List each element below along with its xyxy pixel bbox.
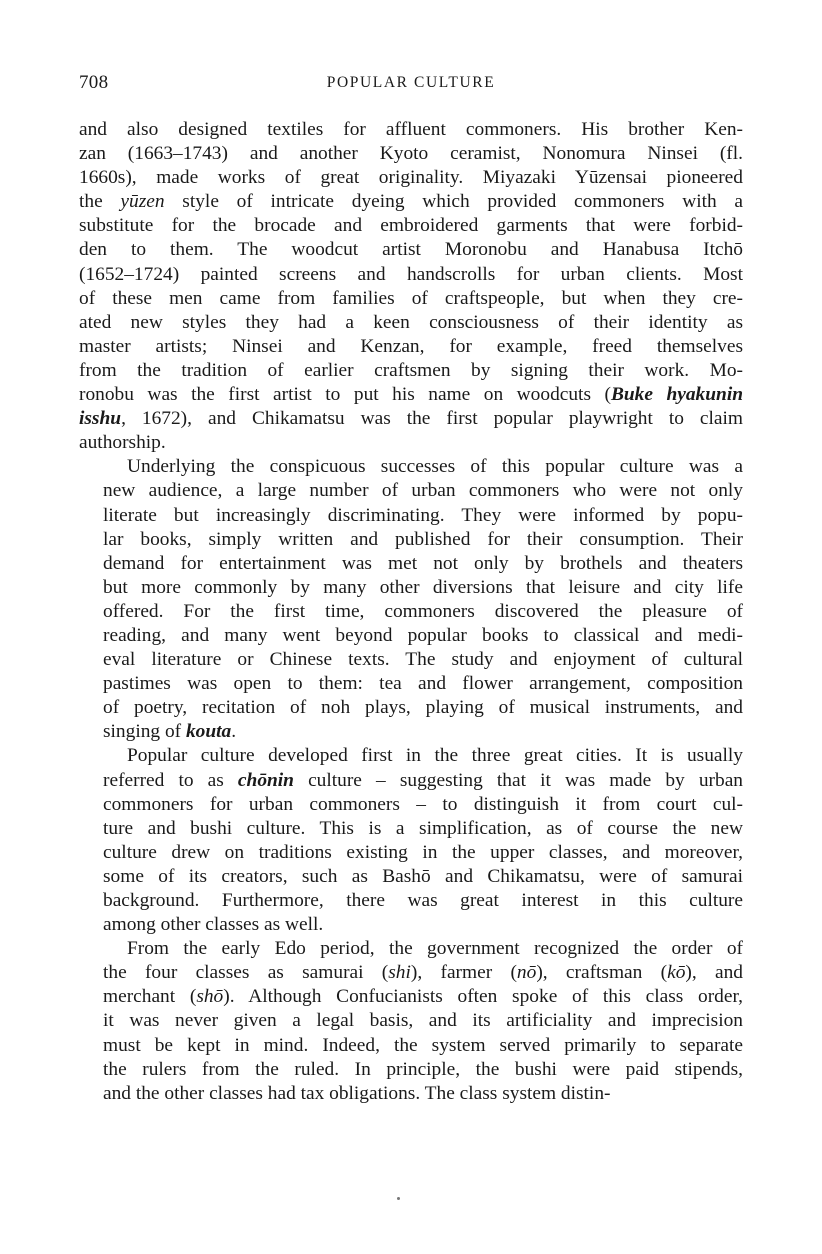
text-segment: literate but increasingly discriminating. They were informed by popu- (103, 504, 743, 526)
text-line (79, 118, 743, 142)
text-segment: master artists; Ninsei and Kenzan, for example, freed themselves (79, 335, 743, 357)
text-line (79, 720, 743, 744)
text-segment: culture drew on traditions existing in the upper classes, and moreover, (103, 841, 743, 863)
text-segment: Popular culture developed first in the three great cities. It is usually (127, 745, 743, 767)
text-line (79, 985, 743, 1009)
text-line (79, 913, 743, 937)
text-line (79, 238, 743, 262)
text-segment: pastimes was open to them: tea and flower arrangement, composition (103, 673, 743, 695)
text-line (79, 407, 743, 431)
text-line (79, 431, 743, 455)
emphasized-term: Buke hyakunin (610, 384, 743, 406)
text-line (79, 961, 743, 985)
emphasized-term: isshu (79, 408, 122, 430)
text-line (79, 600, 743, 624)
text-line (79, 937, 743, 961)
text-segment: the rulers from the ruled. In principle, the bushi were paid stipends, (103, 1058, 743, 1080)
book-page (79, 0, 743, 1254)
text-line (79, 841, 743, 865)
text-line (79, 479, 743, 503)
text-line (79, 1034, 743, 1058)
text-line (79, 817, 743, 841)
paragraph (79, 455, 743, 744)
text-segment: eval literature or Chinese texts. The study and enjoyment of cultural (103, 649, 743, 671)
text-line (79, 769, 743, 793)
text-segment: authorship. (79, 432, 166, 454)
text-line (79, 1058, 743, 1082)
text-segment: style of intricate dyeing which provided commoners with a (164, 191, 743, 213)
text-line (79, 263, 743, 287)
text-line (79, 889, 743, 913)
running-title: POPULAR CULTURE (326, 74, 496, 91)
text-segment: of these men came from families of craftspeople, but when they cre- (79, 287, 743, 309)
text-line (79, 455, 743, 479)
text-line (79, 359, 743, 383)
text-line (79, 744, 743, 768)
emphasized-term: kō (667, 962, 686, 984)
text-segment: some of its creators, such as Bashō and Chikamatsu, were of samurai (103, 865, 743, 887)
text-segment: the four classes as samurai ( (103, 962, 389, 984)
running-head (79, 72, 743, 98)
text-line (79, 1009, 743, 1033)
text-line (79, 624, 743, 648)
text-segment: 1660s), made works of great originality. Miyazaki Yūzensai pioneered (79, 167, 743, 189)
text-segment: demand for entertainment was met not only by brothels and theaters (103, 552, 743, 574)
text-line (79, 311, 743, 335)
text-line (79, 190, 743, 214)
text-segment: merchant ( (103, 986, 197, 1008)
printer-mark (397, 1197, 400, 1200)
emphasized-term: shi (388, 962, 411, 984)
text-line (79, 648, 743, 672)
text-line (79, 287, 743, 311)
text-line (79, 696, 743, 720)
text-line (79, 335, 743, 359)
text-line (79, 672, 743, 696)
text-segment: (1652–1724) painted screens and handscrolls for urban clients. Most (79, 263, 743, 285)
text-segment: must be kept in mind. Indeed, the system served primarily to separate (103, 1034, 743, 1056)
emphasized-term: yūzen (120, 191, 165, 213)
text-segment: and the other classes had tax obligations. The class system distin- (103, 1082, 611, 1104)
text-segment: from the tradition of earlier craftsmen by signing their work. Mo- (79, 359, 743, 381)
text-segment: ronobu was the first artist to put his name on woodcuts ( (79, 384, 611, 406)
text-segment: commoners for urban commoners – to distinguish it from court cul- (103, 793, 743, 815)
text-segment: reading, and many went beyond popular books to classical and medi- (103, 624, 743, 646)
text-segment: ture and bushi culture. This is a simplification, as of course the new (103, 817, 743, 839)
text-segment: offered. For the first time, commoners discovered the pleasure of (103, 600, 743, 622)
text-segment: among other classes as well. (103, 914, 324, 936)
text-segment: culture – suggesting that it was made by urban (293, 769, 743, 791)
paragraph (79, 118, 743, 455)
text-segment: , 1672), and Chikamatsu was the first popular playwright to claim (121, 408, 743, 430)
text-segment: ), and (685, 962, 743, 984)
text-line (79, 552, 743, 576)
text-segment: referred to as (103, 769, 238, 791)
emphasized-term: chōnin (237, 769, 294, 791)
text-line (79, 576, 743, 600)
text-segment: den to them. The woodcut artist Moronobu and Hanabusa Itchō (79, 239, 743, 261)
text-segment: . (231, 721, 237, 743)
text-segment: new audience, a large number of urban commoners who were not only (103, 480, 743, 502)
emphasized-term: nō (516, 962, 537, 984)
text-segment: ated new styles they had a keen consciousness of their identity as (79, 311, 743, 333)
text-line (79, 1082, 743, 1106)
text-segment: ), farmer ( (410, 962, 517, 984)
text-segment: singing of (103, 721, 186, 743)
text-line (79, 504, 743, 528)
text-line (79, 214, 743, 238)
text-segment: of poetry, recitation of noh plays, playing of musical instruments, and (103, 697, 743, 719)
paragraph (79, 744, 743, 937)
text-segment: substitute for the brocade and embroidered garments that were forbid- (79, 215, 743, 237)
text-line (79, 528, 743, 552)
text-segment: the (79, 191, 121, 213)
emphasized-term: kouta (185, 721, 232, 743)
text-segment: but more commonly by many other diversions that leisure and city life (103, 576, 743, 598)
text-segment: Underlying the conspicuous successes of this popular culture was a (127, 456, 743, 478)
text-line (79, 383, 743, 407)
emphasized-term: shō (196, 986, 224, 1008)
text-segment: lar books, simply written and published for their consumption. Their (103, 528, 743, 550)
paragraph (79, 937, 743, 1106)
text-segment: ), craftsman ( (536, 962, 668, 984)
text-segment: ). Although Confucianists often spoke of this class order, (223, 986, 743, 1008)
text-line (79, 142, 743, 166)
text-segment: From the early Edo period, the government recognized the order of (127, 938, 743, 960)
page-number: 708 (79, 72, 109, 93)
body-text (79, 118, 743, 1106)
text-segment: and also designed textiles for affluent commoners. His brother Ken- (79, 119, 743, 140)
text-segment: background. Furthermore, there was great interest in this culture (103, 890, 743, 911)
text-segment: zan (1663–1743) and another Kyoto ceramist, Nonomura Ninsei (fl. (79, 143, 743, 165)
text-line (79, 865, 743, 889)
text-line (79, 793, 743, 817)
text-segment: it was never given a legal basis, and its artificiality and imprecision (103, 1010, 743, 1032)
text-line (79, 166, 743, 190)
